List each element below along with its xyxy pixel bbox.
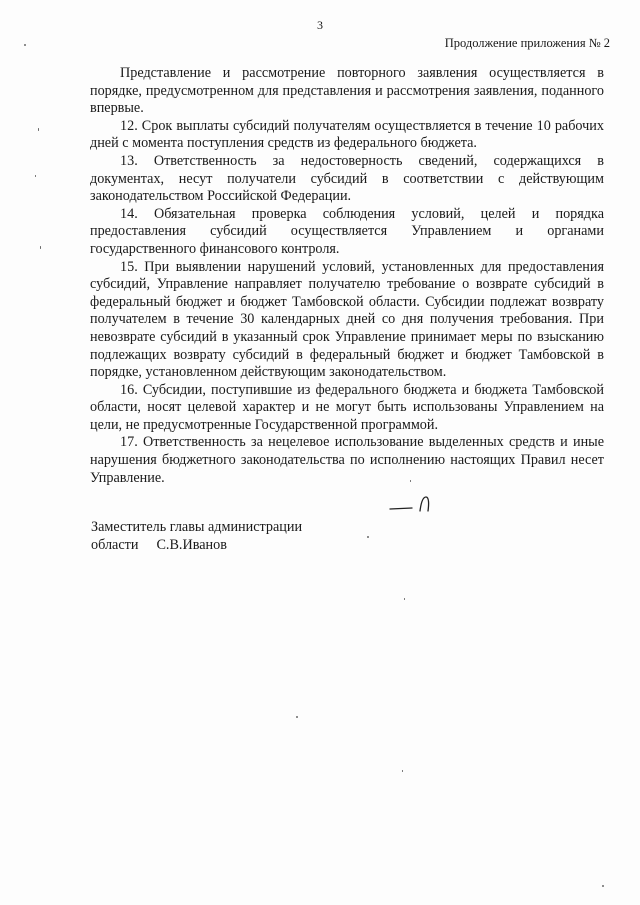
signatory-region: области: [91, 537, 139, 553]
scan-speck: [402, 770, 403, 772]
paragraph-15-violations: 15. При выявлении нарушений условий, установленных для предоставления субсидий, Управление направляет получателю требование о возврате субсидий в федеральный бюджет и бюджет Тамбовской области. Субсидии подлежат возврату получателем в течение 30 календарных дней со дня получения требования. При невозврате субсидий в указанный срок Управление принимает меры по взысканию подлежащих возврату субсидий в федеральный бюджет и бюджет Тамбовской в порядке, установленном действующим законодательством.: [90, 258, 604, 381]
scan-speck: [24, 44, 26, 46]
appendix-continuation-note: Продолжение приложения № 2: [444, 36, 610, 50]
paragraph-12-payment-term: 12. Срок выплаты субсидий получателям осуществляется в течение 10 рабочих дней с момента поступления средств из федерального бюджета.: [90, 117, 604, 152]
scan-speck: [40, 246, 41, 249]
scan-speck: [296, 716, 298, 718]
paragraph-resubmission: Представление и рассмотрение повторного заявления осуществляется в порядке, предусмотренном для представления и рассмотрения заявления, поданного впервые.: [90, 65, 604, 117]
page-number: 3: [317, 18, 323, 32]
scan-speck: [602, 885, 604, 887]
paragraph-14-verification: 14. Обязательная проверка соблюдения условий, целей и порядка предоставления субсидий осуществляется Управлением и органами государственного финансового контроля.: [90, 205, 604, 257]
scan-speck: [410, 480, 411, 482]
signatory-name: С.В.Иванов: [156, 537, 227, 553]
document-body: [90, 65, 604, 487]
scan-speck: [367, 536, 369, 538]
scan-speck: [38, 128, 39, 131]
signature-block: [91, 518, 302, 554]
scan-speck: [404, 598, 405, 600]
signatory-title: Заместитель главы администрации: [91, 519, 303, 535]
paragraph-13-responsibility: 13. Ответственность за недостоверность сведений, содержащихся в документах, несут получатели субсидий в соответствии с действующим законодательством Российской Федерации.: [90, 152, 604, 205]
paragraph-16-targeted-use: 16. Субсидии, поступившие из федерального бюджета и бюджета Тамбовской области, носят целевой характер и не могут быть использованы Управлением на цели, не предусмотренные Государственной программой.: [90, 381, 604, 433]
handwritten-signature-icon: [388, 494, 438, 514]
paragraph-17-misuse: 17. Ответственность за нецелевое использование выделенных средств и иные нарушения бюджетного законодательства по исполнению настоящих Правил несет Управление.: [90, 434, 604, 486]
scan-speck: [35, 175, 36, 177]
